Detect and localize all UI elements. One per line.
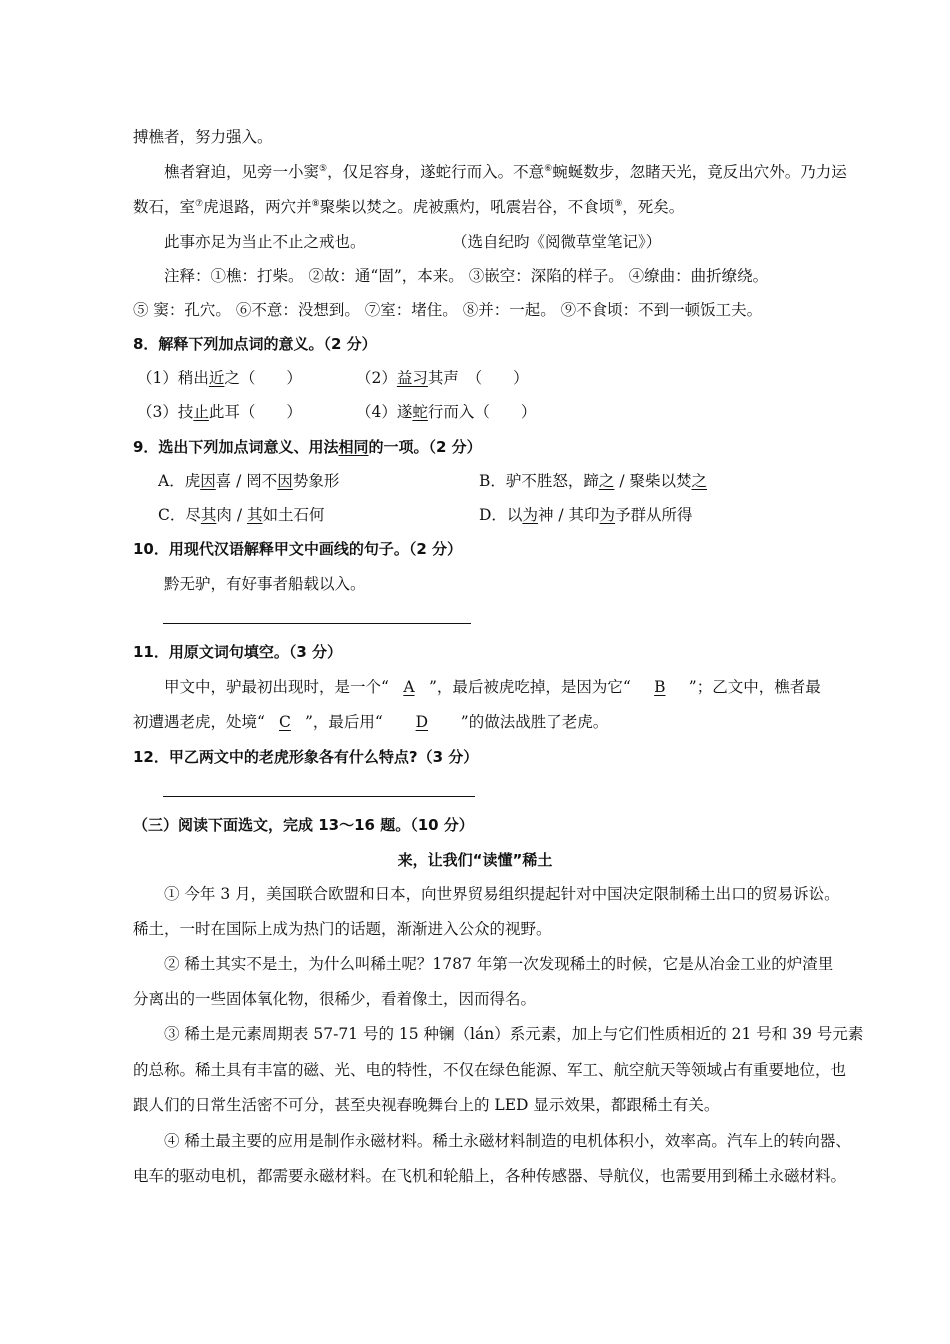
question-8-item-2: （2）益习其声 （ ） [356,369,529,387]
story-paragraph-1-line-2: 数石，室⑦虎退路，两穴并⑧聚柴以焚之。虎被熏灼，吼震岩谷，不食顷⑨，死矣。 [133,198,685,216]
dotted-word: 近 [208,369,225,387]
question-9-option-b: B．驴不胜怒，蹄之 / 聚柴以焚之 [479,472,708,490]
footnote-marker: ⑨ [614,198,623,209]
question-8-item-1: （1）稍出近之（ ） [137,369,302,387]
article-paragraph-3-line-2: 的总称。稀土具有丰富的磁、光、电的特性，不仅在绿色能源、军工、航空航天等领域占有重要地位，也 [133,1061,847,1079]
article-paragraph-4-line-2: 电车的驱动电机，都需要永磁材料。在飞机和轮船上，各种传感器、导航仪，也需要用到稀土永磁材料。 [133,1167,847,1185]
story-source: （选自纪昀《阅微草堂笔记》） [452,233,662,251]
question-8-title: 8．解释下列加点词的意义。（2 分） [133,335,377,353]
footnote-marker: ⑦ [195,198,204,209]
question-11-line-2: 初遭遇老虎，处境“ C ”，最后用“ D ”的做法战胜了老虎。 [133,713,609,731]
question-9-option-c: C．尽其肉 / 其如土石何 [158,506,325,524]
question-11-title: 11．用原文词句填空。（3 分） [133,643,343,661]
question-9-title: 9．选出下列加点词意义、用法相同的一项。（2 分） [133,438,482,456]
article-paragraph-4-line-1: ④ 稀土最主要的应用是制作永磁材料。稀土永磁材料制造的电机体积小，效率高。汽车上的转向器、 [164,1132,851,1150]
story-paragraph-1-line-1: 樵者窘迫，见旁一小窦⑤，仅足容身，遂蛇行而入。不意⑥蜿蜒数步，忽睹天光，竟反出穴外。乃力运 [164,163,847,181]
question-10-title: 10．用现代汉语解释甲文中画线的句子。（2 分） [133,540,463,558]
dotted-word: 益习 [396,369,428,387]
question-11-line-1: 甲文中，驴最初出现时，是一个“ A ”，最后被虎吃掉，是因为它“ B ”；乙文中，樵者最 [164,678,821,696]
section-3-heading: （三）阅读下面选文，完成 13～16 题。（10 分） [133,816,474,834]
question-9-option-d: D．以为神 / 其印为予群从所得 [479,506,693,524]
article-paragraph-2-line-1: ② 稀土其实不是土，为什么叫稀土呢？1787 年第一次发现稀土的时候，它是从冶金工业的炉渣里 [164,955,834,973]
dotted-word: 止 [193,403,209,421]
blank-d[interactable]: D [415,713,429,731]
question-8-item-4: （4）遂蛇行而入（ ） [356,403,537,421]
blank-c[interactable]: C [279,713,291,731]
blank-a[interactable]: A [403,678,415,696]
article-paragraph-1-line-1: ① 今年 3 月，美国联合欧盟和日本，向世界贸易组织提起针对中国决定限制稀土出口的贸易诉讼。 [164,885,840,903]
blank-b[interactable]: B [654,678,666,696]
question-12-title: 12．甲乙两文中的老虎形象各有什么特点?（3 分） [133,748,479,766]
footnote-marker: ⑤ [319,163,328,174]
footnote-marker: ⑥ [544,163,553,174]
answer-line[interactable] [163,796,475,797]
article-paragraph-1-line-2: 稀土，一时在国际上成为热门的话题，渐渐进入公众的视野。 [133,920,552,938]
article-paragraph-3-line-3: 跟人们的日常生活密不可分，甚至央视春晚舞台上的 LED 显示效果，都跟稀土有关。 [133,1096,720,1114]
question-10-sentence: 黔无驴，有好事者船载以入。 [164,575,366,593]
story-line-continue: 搏樵者，努力强入。 [133,128,273,146]
article-paragraph-2-line-2: 分离出的一些固体氧化物，很稀少，看着像土，因而得名。 [133,990,537,1008]
notes-line-2: ⑤ 窦：孔穴。 ⑥不意：没想到。 ⑦室：堵住。 ⑧并：一起。 ⑨不食顷：不到一顿饭工夫。 [133,301,763,319]
question-8-item-3: （3）技止此耳（ ） [137,403,302,421]
notes-line-1: 注释：①樵：打柴。 ②故：通“固”，本来。 ③嵌空：深陷的样子。 ④缭曲：曲折缭绕。 [164,267,769,285]
article-title: 来，让我们“读懂”稀土 [397,851,553,869]
dotted-word: 蛇 [412,403,428,421]
story-paragraph-2: 此事亦足为当止不止之戒也。 [164,233,366,251]
question-9-option-a: A．虎因喜 / 罔不因势象形 [158,472,340,490]
article-paragraph-3-line-1: ③ 稀土是元素周期表 57-71 号的 15 种镧（lán）系元素，加上与它们性质相近的 21 号和 39 号元素 [164,1025,864,1043]
answer-line[interactable] [163,623,471,624]
footnote-marker: ⑧ [311,198,320,209]
